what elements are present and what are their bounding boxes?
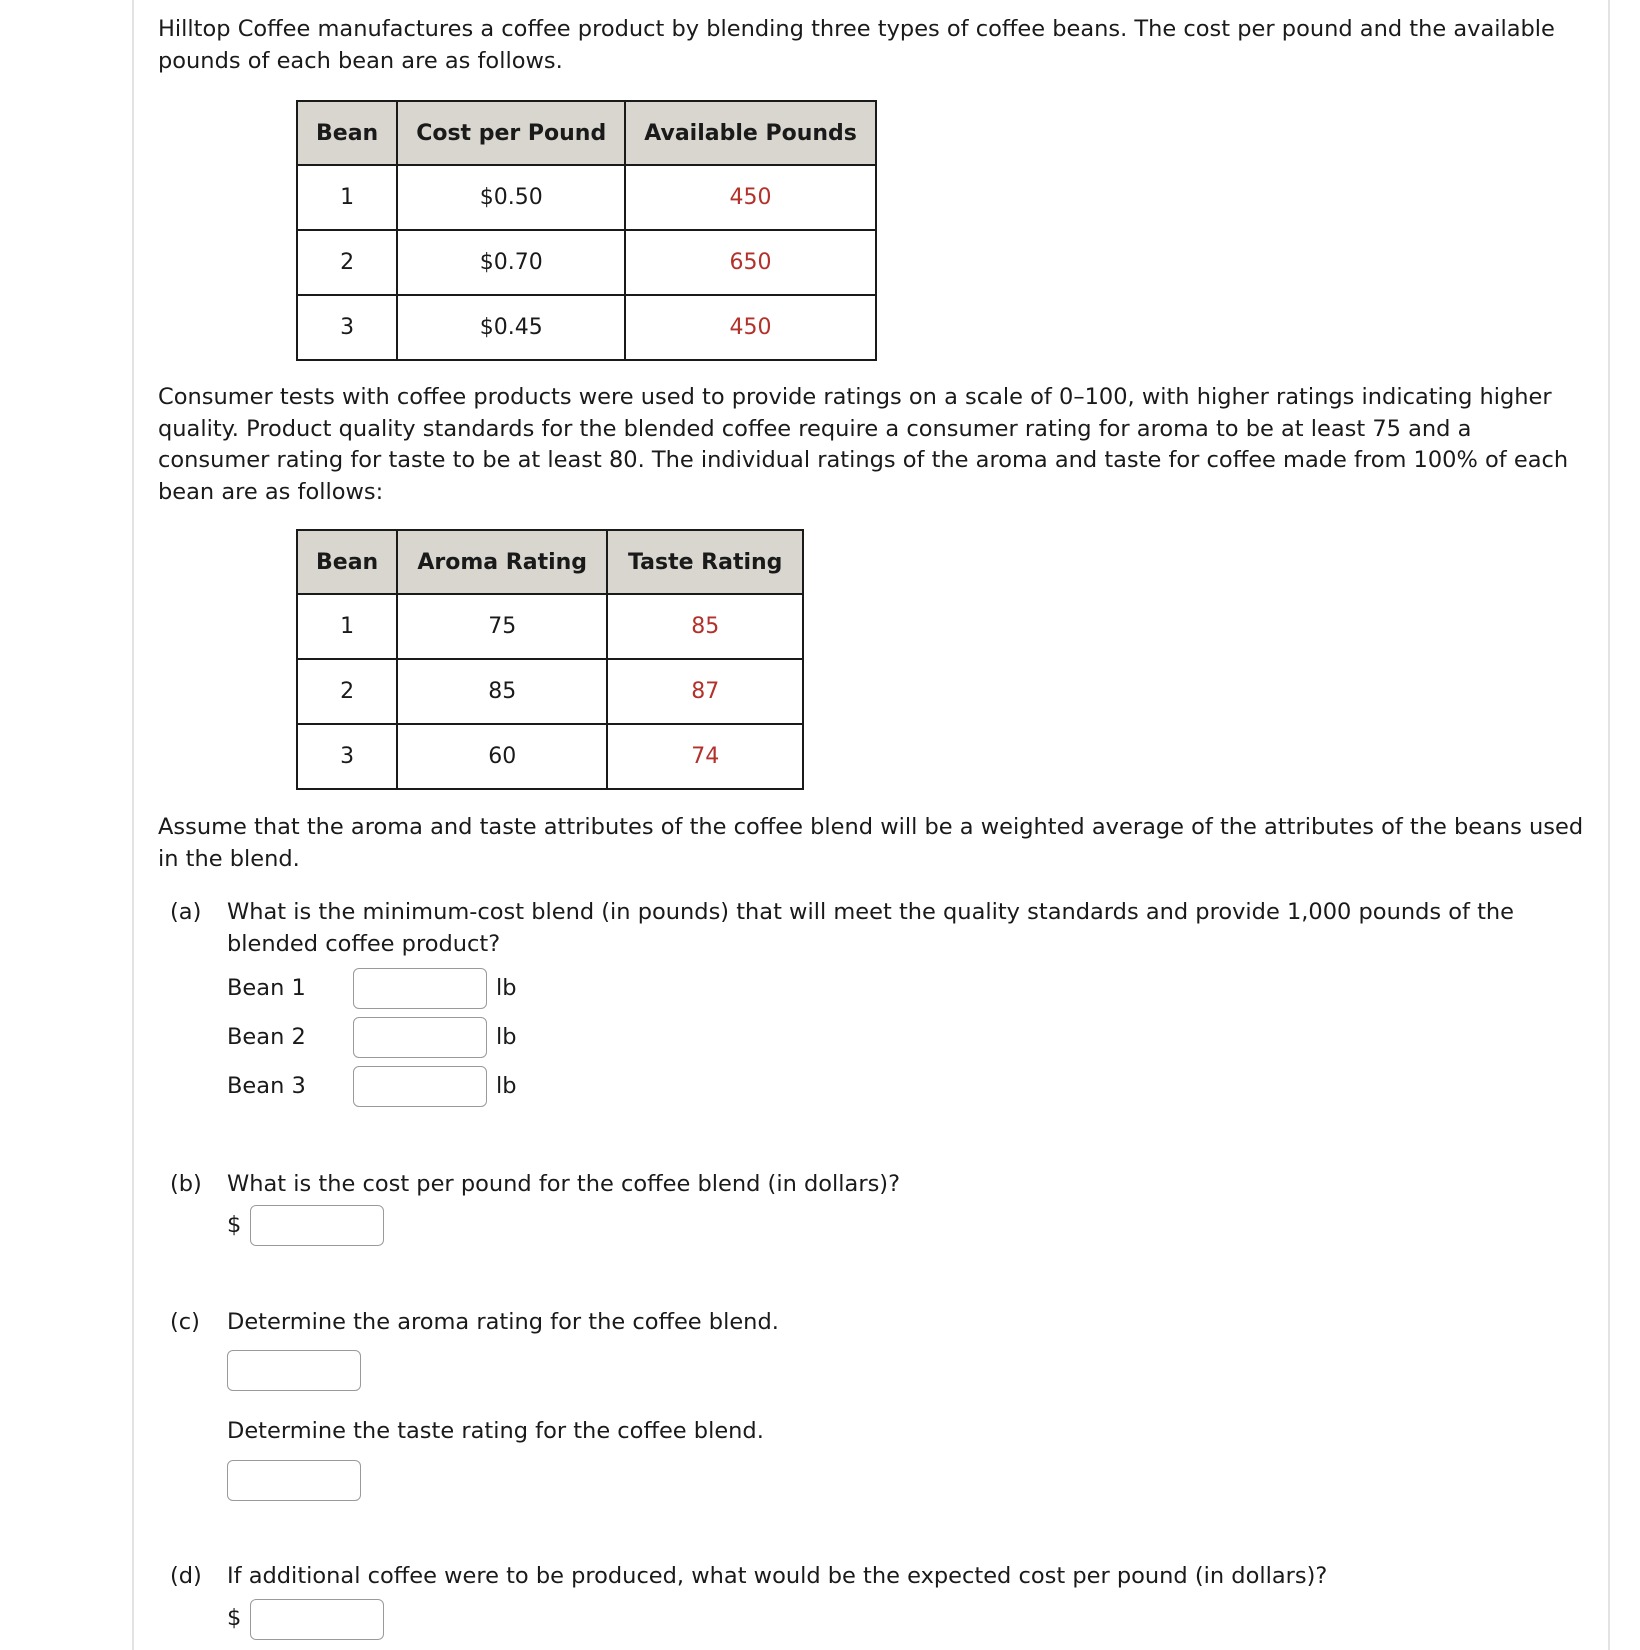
bean-1-row: [227, 964, 1588, 1013]
cost-table: [296, 100, 877, 361]
bean-2-row: [227, 1013, 1588, 1062]
bean-3-row: [227, 1062, 1588, 1111]
intro-text: Hilltop Coffee manufactures a coffee product by blending three types of coffee beans. The cost per pound and the available pounds of each bean are as follows.: [158, 16, 1555, 74]
available-cell: 650: [625, 230, 876, 295]
bean-3-input[interactable]: [353, 1066, 487, 1107]
table-row: [297, 724, 803, 789]
table-row: [297, 659, 803, 724]
table-row: [297, 165, 876, 230]
column-header: Taste Rating: [607, 530, 803, 594]
blend-cost-input[interactable]: [250, 1205, 384, 1246]
available-cell: 450: [625, 295, 876, 360]
question-c: [158, 1307, 1588, 1501]
column-header: Available Pounds: [625, 101, 876, 165]
table-row: [297, 594, 803, 659]
question-a-text: What is the minimum-cost blend (in pounds) that will meet the quality standards and provide 1,000 pounds of the blended coffee product?: [227, 899, 1515, 957]
bean-cell: 3: [297, 724, 397, 789]
column-header: Aroma Rating: [397, 530, 607, 594]
bean-1-input[interactable]: [353, 968, 487, 1009]
cost-table-header-row: [297, 101, 876, 165]
expected-cost-row: [227, 1598, 1588, 1640]
bean-cell: 2: [297, 659, 397, 724]
question-b-label: (b): [170, 1171, 202, 1197]
rating-table: [296, 529, 804, 790]
question-d: [158, 1561, 1588, 1641]
cost-cell: $0.50: [397, 165, 625, 230]
taste-answer-row: [227, 1460, 1588, 1501]
table-row: [297, 295, 876, 360]
taste-cell: 74: [607, 724, 803, 789]
question-b: [158, 1169, 1588, 1247]
expected-cost-input[interactable]: [250, 1599, 384, 1640]
bean-cell: 1: [297, 594, 397, 659]
consumer-tests-text: Consumer tests with coffee products were used to provide ratings on a scale of 0–100, with higher ratings indicating higher quality. Product quality standards for the blended coffee require a consumer rating for aroma to be at least 75 and a consumer rating for taste to be at least 80. The individual ratings of the aroma and taste for coffee made from 100% of each bean are as follows:: [158, 384, 1569, 505]
dollar-sign: $: [227, 1605, 242, 1632]
cost-cell: $0.45: [397, 295, 625, 360]
bean-2-unit: lb: [496, 1023, 517, 1050]
table-row: [297, 230, 876, 295]
bean-2-input[interactable]: [353, 1017, 487, 1058]
bean-cell: 1: [297, 165, 397, 230]
aroma-rating-input[interactable]: [227, 1350, 361, 1391]
column-header: Bean: [297, 101, 397, 165]
question-a-label: (a): [170, 899, 202, 925]
taste-cell: 87: [607, 659, 803, 724]
cost-per-pound-row: [227, 1205, 1588, 1247]
dollar-sign: $: [227, 1211, 242, 1238]
question-a: [158, 897, 1588, 1111]
question-c-text: Determine the aroma rating for the coffee blend.: [227, 1308, 779, 1335]
aroma-cell: 85: [397, 659, 607, 724]
bean-2-label: Bean 2: [227, 1023, 306, 1050]
available-cell: 450: [625, 165, 876, 230]
cost-cell: $0.70: [397, 230, 625, 295]
bean-1-label: Bean 1: [227, 974, 306, 1001]
taste-cell: 85: [607, 594, 803, 659]
bean-1-unit: lb: [496, 974, 517, 1001]
assumption-text: Assume that the aroma and taste attributes of the coffee blend will be a weighted average of the attributes of the beans used in the blend.: [158, 814, 1584, 872]
taste-question-text: Determine the taste rating for the coffee blend.: [227, 1418, 764, 1444]
column-header: Cost per Pound: [397, 101, 625, 165]
problem-content: [158, 14, 1588, 1640]
bean-3-label: Bean 3: [227, 1072, 306, 1099]
question-d-text: If additional coffee were to be produced, what would be the expected cost per pound (in dollars)?: [227, 1562, 1328, 1589]
rating-table-header-row: [297, 530, 803, 594]
bean-3-unit: lb: [496, 1072, 517, 1099]
taste-rating-input[interactable]: [227, 1460, 361, 1501]
question-b-text: What is the cost per pound for the coffee blend (in dollars)?: [227, 1171, 901, 1197]
aroma-answer-row: [227, 1350, 1588, 1391]
aroma-cell: 75: [397, 594, 607, 659]
question-c-label: (c): [170, 1308, 200, 1335]
bean-cell: 2: [297, 230, 397, 295]
question-d-label: (d): [170, 1562, 202, 1589]
column-header: Bean: [297, 530, 397, 594]
bean-cell: 3: [297, 295, 397, 360]
aroma-cell: 60: [397, 724, 607, 789]
